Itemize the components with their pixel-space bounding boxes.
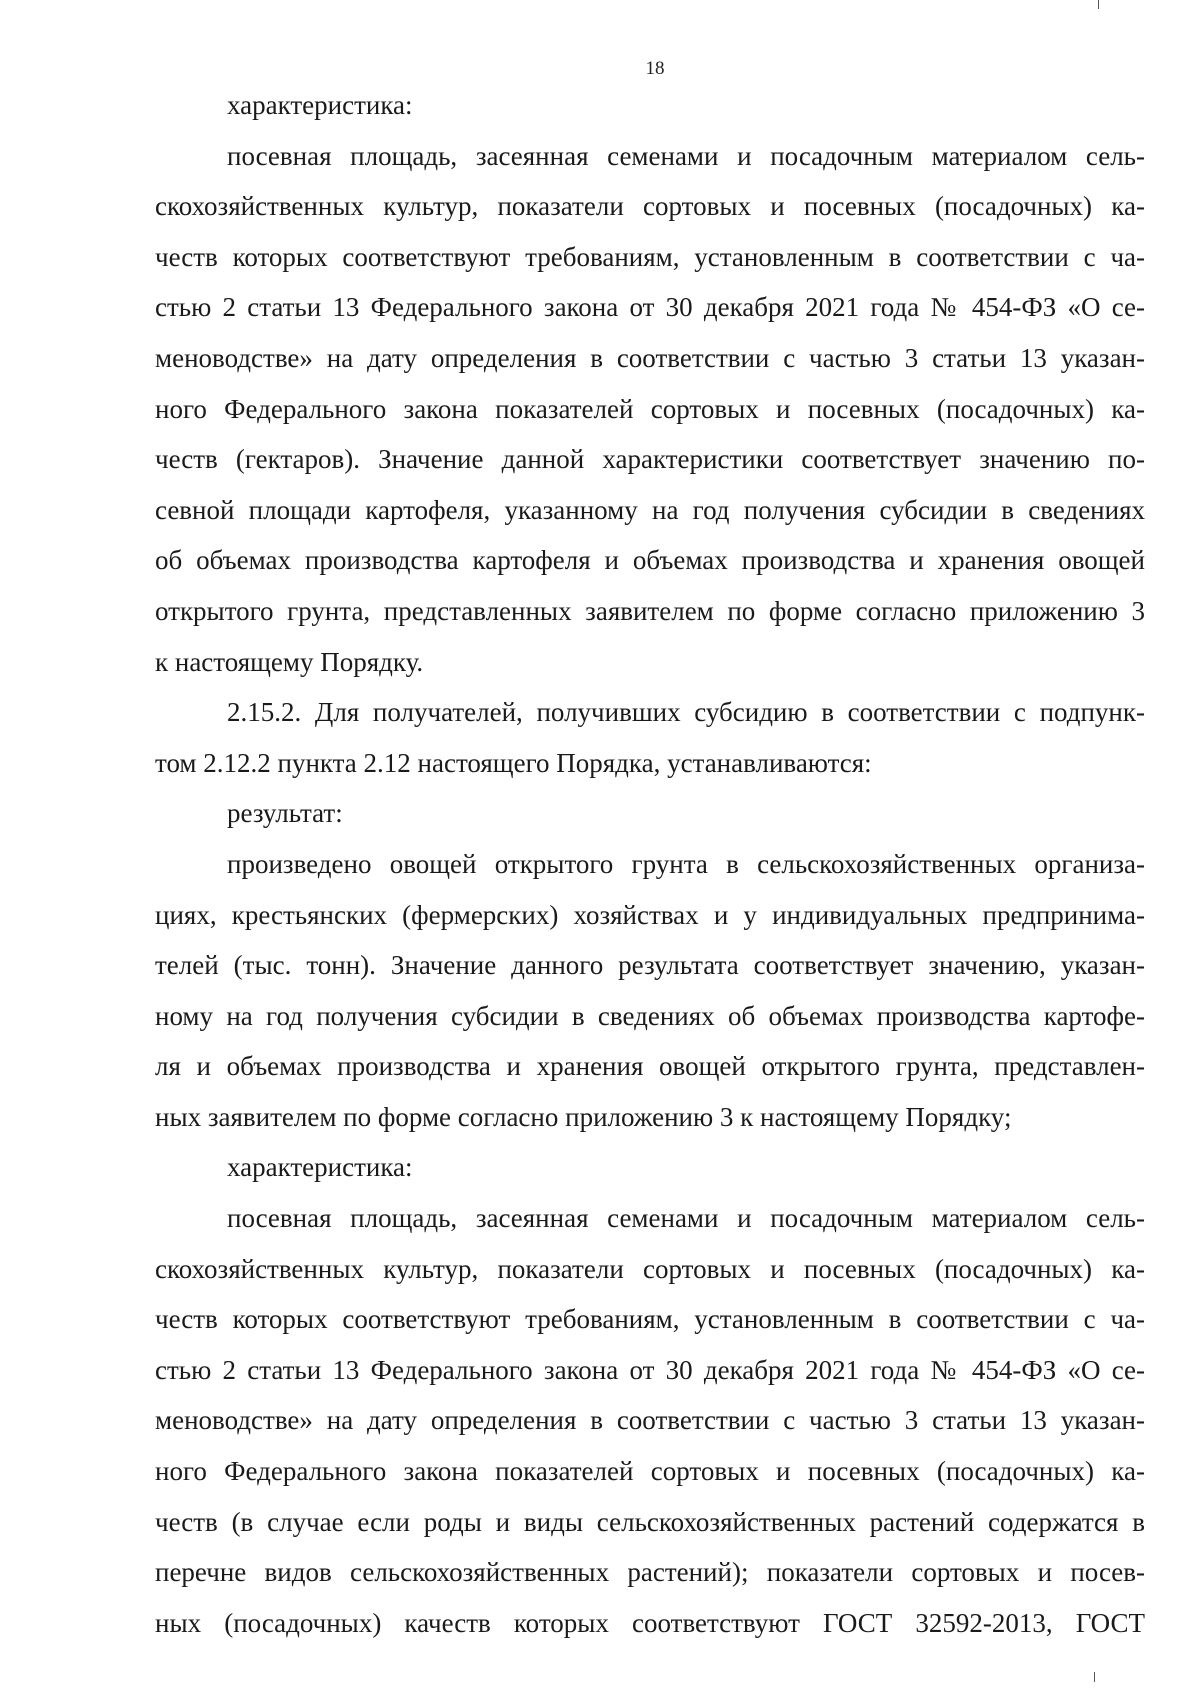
text-line: меноводстве» на дату определения в соответствии с частью 3 статьи 13 указан- (155, 342, 1145, 373)
text-line: перечне видов сельскохозяйственных растений); показатели сортовых и посев- (155, 1557, 1145, 1588)
text-line: честв которых соответствуют требованиям, установленным в соответствии с ча- (155, 241, 1145, 272)
text-line: циях, крестьянских (фермерских) хозяйствах и у индивидуальных предпринима- (155, 899, 1145, 930)
text-line: честв (гектаров). Значение данной характеристики соответствует значению по- (155, 444, 1145, 475)
text-line: ного Федерального закона показателей сортовых и посевных (посадочных) ка- (155, 393, 1145, 424)
page-number: 18 (645, 58, 665, 79)
text-line: к настоящему Порядку. (155, 646, 424, 677)
text-line: ных (посадочных) качеств которых соответствуют ГОСТ 32592-2013, ГОСТ (155, 1607, 1145, 1638)
text-line: скохозяйственных культур, показатели сортовых и посевных (посадочных) ка- (155, 191, 1145, 222)
document-body (155, 80, 1145, 1648)
text-line: скохозяйственных культур, показатели сортовых и посевных (посадочных) ка- (155, 1253, 1145, 1284)
text-line: том 2.12.2 пункта 2.12 настоящего Порядка, устанавливаются: (155, 747, 872, 778)
text-line: открытого грунта, представленных заявителем по форме согласно приложению 3 (155, 595, 1145, 626)
scan-mark (1098, 0, 1099, 9)
text-line: результат: (227, 798, 343, 829)
text-line: 2.15.2. Для получателей, получивших субсидию в соответствии с подпунк- (227, 697, 1145, 728)
text-line: ного Федерального закона показателей сортовых и посевных (посадочных) ка- (155, 1456, 1145, 1487)
text-line: посевная площадь, засеянная семенами и посадочным материалом сель- (227, 1203, 1145, 1234)
text-line: ных заявителем по форме согласно приложению 3 к настоящему Порядку; (155, 1101, 1012, 1132)
text-line: ля и объемах производства и хранения овощей открытого грунта, представлен- (155, 1051, 1145, 1082)
text-line: произведено овощей открытого грунта в сельскохозяйственных организа- (227, 848, 1145, 879)
text-line: стью 2 статьи 13 Федерального закона от 30 декабря 2021 года № 454-ФЗ «О се- (155, 292, 1145, 323)
text-line: характеристика: (227, 1152, 413, 1183)
text-line: посевная площадь, засеянная семенами и посадочным материалом сель- (227, 140, 1145, 171)
text-line: севной площади картофеля, указанному на год получения субсидии в сведениях (155, 494, 1145, 525)
text-line: ному на год получения субсидии в сведениях об объемах производства картофе- (155, 1000, 1145, 1031)
text-line: телей (тыс. тонн). Значение данного результата соответствует значению, указан- (155, 950, 1145, 981)
text-line: характеристика: (227, 90, 413, 120)
text-line: об объемах производства картофеля и объемах производства и хранения овощей (155, 545, 1145, 576)
scan-mark (1094, 1672, 1095, 1682)
text-line: честв которых соответствуют требованиям, установленным в соответствии с ча- (155, 1304, 1145, 1335)
text-line: меноводстве» на дату определения в соответствии с частью 3 статьи 13 указан- (155, 1405, 1145, 1436)
text-line: честв (в случае если роды и виды сельскохозяйственных растений содержатся в (155, 1506, 1145, 1537)
text-line: стью 2 статьи 13 Федерального закона от 30 декабря 2021 года № 454-ФЗ «О се- (155, 1354, 1145, 1385)
